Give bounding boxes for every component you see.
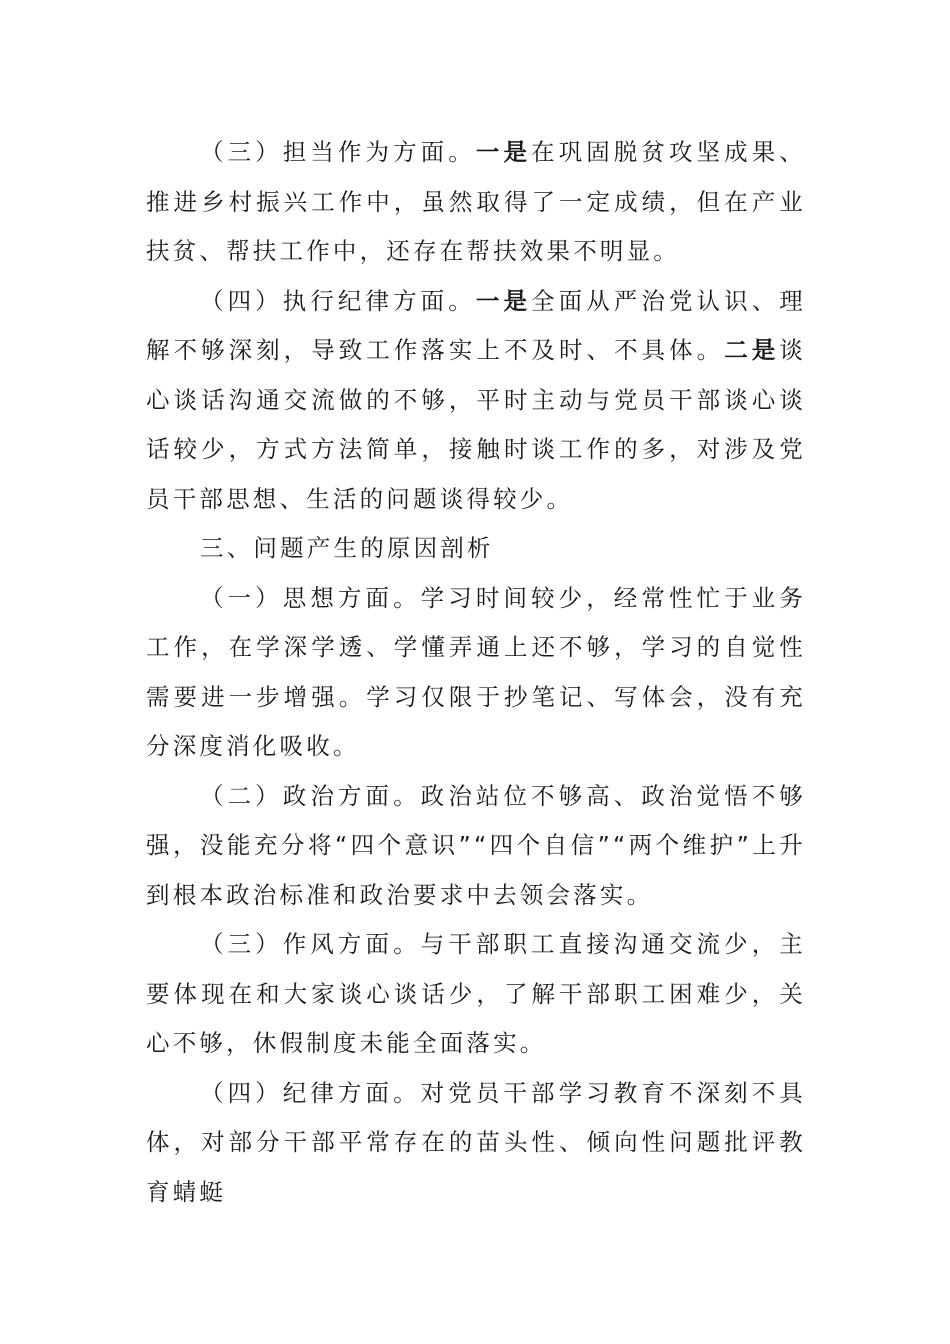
paragraph-zhengzhi: [146, 772, 806, 921]
paragraph-text: （二）政治方面。政治站位不够高、政治觉悟不够强，没能充分将“四个意识”“四个自信”“两个维护”上升到根本政治标准和政治要求中去领会落实。: [146, 781, 806, 909]
paragraph-text: 全面从严治党认识、理解不够深刻，导致工作落实上不及时、不具体。: [146, 286, 806, 364]
paragraph-text: （一）思想方面。学习时间较少，经常性忙于业务工作，在学深学透、学懂弄通上还不够，学习的自觉性需要进一步增强。学习仅限于抄笔记、写体会，没有充分深度消化吸收。: [146, 583, 806, 760]
section-heading-text: 三、问题产生的原因剖析: [200, 534, 494, 562]
document-body: [146, 128, 806, 1217]
emphasis-yishi: 一是: [475, 138, 532, 166]
paragraph-text: （四）执行纪律方面。: [200, 286, 476, 315]
paragraph-text: （三）担当作为方面。: [200, 138, 476, 166]
emphasis-ershi: 二是: [724, 336, 780, 364]
paragraph-text: 谈心谈话沟通交流做的不够，平时主动与党员干部谈心谈话较少，方式方法简单，接触时谈工作的多，对涉及党员干部思想、生活的问题谈得较少。: [146, 336, 806, 513]
paragraph-text: 在巩固脱贫攻坚成果、推进乡村振兴工作中，虽然取得了一定成绩，但在产业扶贫、帮扶工作中，还存在帮扶效果不明显。: [146, 138, 806, 265]
paragraph-danding-zuowei: [146, 128, 806, 277]
paragraph-jilv: [146, 1069, 806, 1218]
paragraph-text: （四）纪律方面。对党员干部学习教育不深刻不具体，对部分干部平常存在的苗头性、倾向性问题批评教育蜻蜓: [146, 1078, 806, 1206]
emphasis-yishi: 一是: [475, 286, 532, 315]
paragraph-sixiang: [146, 574, 806, 772]
paragraph-zuofeng: [146, 920, 806, 1069]
paragraph-text: （三）作风方面。与干部职工直接沟通交流少，主要体现在和大家谈心谈话少，了解干部职工困难少，关心不够，休假制度未能全面落实。: [146, 930, 806, 1057]
section-heading-yuanyin-pouxi: [146, 524, 806, 574]
paragraph-zhixing-jilv: [146, 277, 806, 525]
